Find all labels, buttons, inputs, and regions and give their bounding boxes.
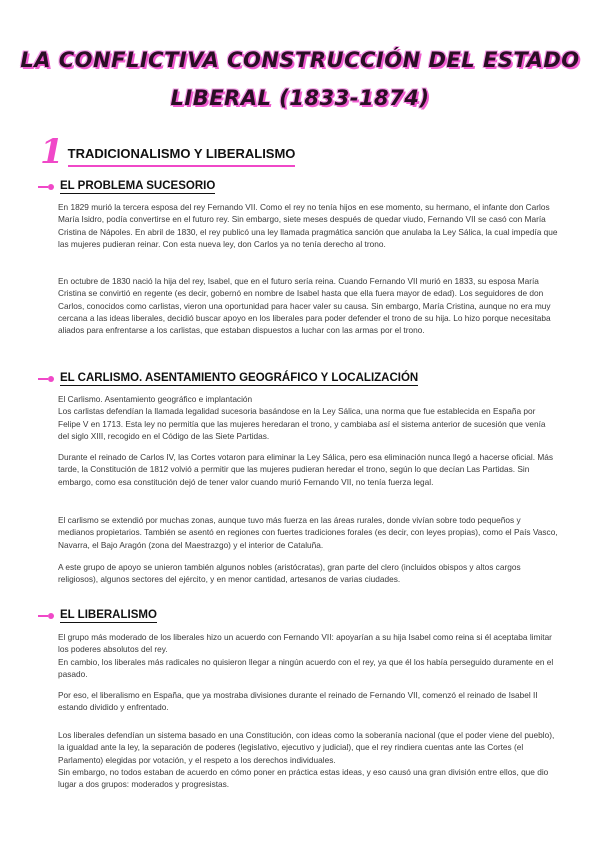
paragraph-line: Los carlistas defendían la llamada legalidad sucesoria basándose en la Ley Sálica, una norma que fue establecida en España por Felipe V en 1713. Esta ley no permitía que las mujeres heredaran el trono, y cambiaba así el sistema anterior de sucesión que venía del siglo XIII, recogido en el Código de las Siete Partidas. [58,406,546,441]
bullet-arrow-icon [38,613,54,619]
paragraph: El carlismo se extendió por muchas zonas, aunque tuvo más fuerza en las áreas rurales, donde vivían sobre todo pequeños y medianos propietarios. También se asentó en regiones con fuertes tradiciones forales (es decir, con leyes propias), como el País Vasco, Navarra, el Bajo Aragón (zona del Maestrazgo) y el interior de Cataluña. [58,515,558,550]
paragraph: Por eso, el liberalismo en España, que ya mostraba divisiones durante el reinado de Fernando VII, comenzó el reinado de Isabel II estando dividido y enfrentado. [58,690,538,713]
subheading-liberalismo [38,609,157,623]
bullet-arrow-icon [38,376,54,382]
paragraph-line: El Carlismo. Asentamiento geográfico e implantación [58,394,253,404]
subheading-problema [38,180,215,194]
paragraph-line: En cambio, los liberales más radicales no quisieron llegar a ningún acuerdo con el rey, ya que él los había perseguido duramente en el pasado. [58,656,554,679]
paragraph [58,393,558,442]
paragraph: En 1829 murió la tercera esposa del rey Fernando VII. Como el rey no tenía hijos en ese momento, su hermano, el infante don Carlos María Isidro, podía convertirse en el futuro rey. Sin embargo, siete meses después de quedar viudo, Fernando VII se casó con María Cristina de Nápoles. En abril de 1830, el rey publicó una ley llamada pragmática sanción que anulaba la Ley Sálica, la cual impedía que las mujeres pudieran reinar. Con esta nueva ley, don Carlos ya no tenía derecho al trono. [58,202,558,249]
section-number: 1 [40,132,64,172]
paragraph-line: Sin embargo, no todos estaban de acuerdo en cómo poner en práctica estas ideas, y eso causó una gran división entre ellos, que dio lugar a dos grupos: moderados y progresistas. [58,766,549,790]
page-title-line-1: LA CONFLICTIVA CONSTRUCCIÓN DEL ESTADO [20,48,580,72]
subheading-carlismo [38,372,418,386]
paragraph-line: Los liberales defendían un sistema basado en una Constitución, con ideas como la soberanía nacional (que el poder viene del pueblo), la igualdad ante la ley, la separación de poderes (legislativo, ejecutivo y judicial), que el rey rindiera cuentas ante las Cortes (el Parlamento) elegidas por votación, y el respeto a los derechos individuales. [58,730,555,765]
paragraph [58,729,558,790]
section-title: TRADICIONALISMO Y LIBERALISMO [68,146,296,167]
paragraph: A este grupo de apoyo se unieron también algunos nobles (aristócratas), gran parte del clero (incluidos obispos y altos cargos religiosos), algunos sectores del ejército, y en menor cantidad, artesanos de varias ciudades. [58,562,521,585]
section-1-header [40,132,296,172]
subheading-text: EL LIBERALISMO [60,609,157,621]
paragraph: Durante el reinado de Carlos IV, las Cortes votaron para eliminar la Ley Sálica, pero esa eliminación nunca llegó a hacerse oficial. Más tarde, la Constitución de 1812 volvió a permitir que las mujeres pudieran heredar el trono, según lo que decían Las Partidas. Sin embargo, como esa constitución dejó de tener valor cuando murió Fernando VII, no tenía fuerza legal. [58,452,554,487]
subheading-text: EL PROBLEMA SUCESORIO [60,180,216,192]
paragraph: En octubre de 1830 nació la hija del rey, Isabel, que en el futuro sería reina. Cuando Fernando VII murió en 1833, su esposa María Cristina se convirtió en regente (es decir, gobernó en nombre de Isabel hasta que ella fuera mayor de edad). Los seguidores de don Carlos, conocidos como carlistas, vieron una oportunidad para hacer valer su causa. Sin embargo, María Cristina, aunque no era muy cercana a las ideas liberales, decidió buscar apoyo en los liberales para poder defender el trono de su hija. Lo hizo porque necesitaba aliados para enfrentarse a los carlistas, que estaban dispuestos a luchar con las armas por el trono. [58,276,551,336]
bullet-arrow-icon [38,184,54,190]
subheading-text: EL CARLISMO. ASENTAMIENTO GEOGRÁFICO Y LOCALIZACIÓN [60,372,419,384]
page-title-line-2: LIBERAL (1833-1874) [170,86,430,110]
paragraph [58,631,558,680]
paragraph-line: El grupo más moderado de los liberales hizo un acuerdo con Fernando VII: apoyarían a su hija Isabel como reina si él aceptaba limitar los poderes absolutos del rey. [58,632,552,655]
